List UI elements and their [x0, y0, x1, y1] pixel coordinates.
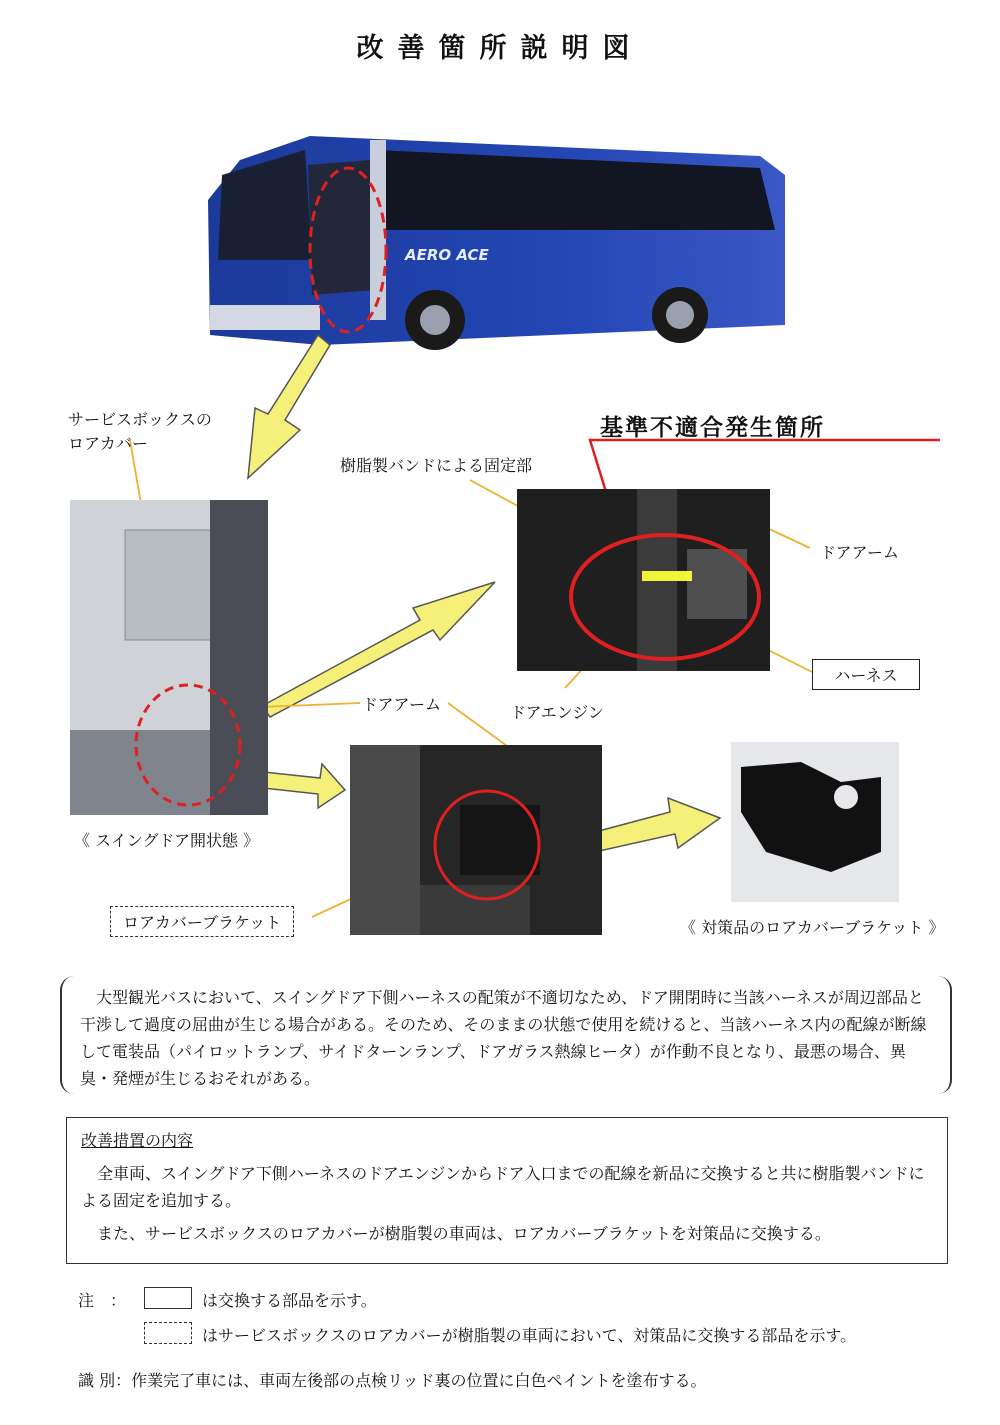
identification-text: 識 別：作業完了車には、車両左後部の点検リッド裏の位置に白色ペイントを塗布する。: [78, 1371, 707, 1390]
remedy-paragraph-1: 全車両、スイングドア下側ハーネスのドアエンジンからドア入口までの配線を新品に交換すると共に樹脂製バンドによる固定を追加する。: [81, 1164, 925, 1210]
harness-photo: [517, 489, 770, 671]
countermeasure-bracket-photo: [731, 742, 899, 902]
description-box: [60, 976, 952, 1094]
label-door-arm-top: ドアアーム: [820, 543, 900, 562]
label-door-engine: ドアエンジン: [510, 703, 604, 722]
remedy-paragraph-2: また、サービスボックスのロアカバーが樹脂製の車両は、ロアカバーブラケットを対策品に交換する。: [97, 1224, 831, 1243]
dashed-box-legend: [144, 1322, 192, 1344]
page-title: 改善箇所説明図: [356, 33, 644, 64]
arrow-bus-to-door: [248, 335, 330, 478]
bracket-photo: [350, 745, 602, 935]
bus-logo: AERO ACE: [405, 246, 489, 264]
label-door-arm-mid: ドアアーム: [362, 695, 442, 714]
caption-swing-door-open: 《 スイングドア開状態 》: [74, 831, 260, 850]
caption-countermeasure-bracket: 《 対策品のロアカバーブラケット 》: [680, 918, 945, 937]
note-dashed-box: はサービスボックスのロアカバーが樹脂製の車両において、対策品に交換する部品を示す。: [202, 1326, 857, 1345]
label-nonconformity-location: 基準不適合発生箇所: [600, 415, 825, 441]
label-harness: ハーネス: [812, 659, 920, 690]
note-solid-box: は交換する部品を示す。: [202, 1291, 377, 1310]
label-resin-band-fixing: 樹脂製バンドによる固定部: [340, 456, 533, 475]
remedy-box: [66, 1117, 948, 1264]
label-service-box-lower-cover: サービスボックスの ロアカバー: [68, 410, 212, 453]
solid-box-legend: [144, 1287, 192, 1309]
note-prefix: 注 ：: [78, 1291, 127, 1310]
label-lower-cover-bracket: ロアカバーブラケット: [110, 906, 294, 937]
remedy-heading: 改善措置の内容: [81, 1131, 194, 1150]
description-text: 大型観光バスにおいて、スイングドア下側ハーネスの配策が不適切なため、ドア開閉時に当該ハーネスが周辺部品と干渉して過度の屈曲が生じる場合がある。そのため、そのままの状態で使用を続けると、当該ハーネス内の配線が断線して電装品（パイロットランプ、サイドターンランプ、ドアガラス熱線ヒータ）が作動不良となり、最悪の場合、異臭・発煙が生じるおそれがある。: [80, 988, 927, 1088]
swing-door-photo: [70, 500, 268, 815]
